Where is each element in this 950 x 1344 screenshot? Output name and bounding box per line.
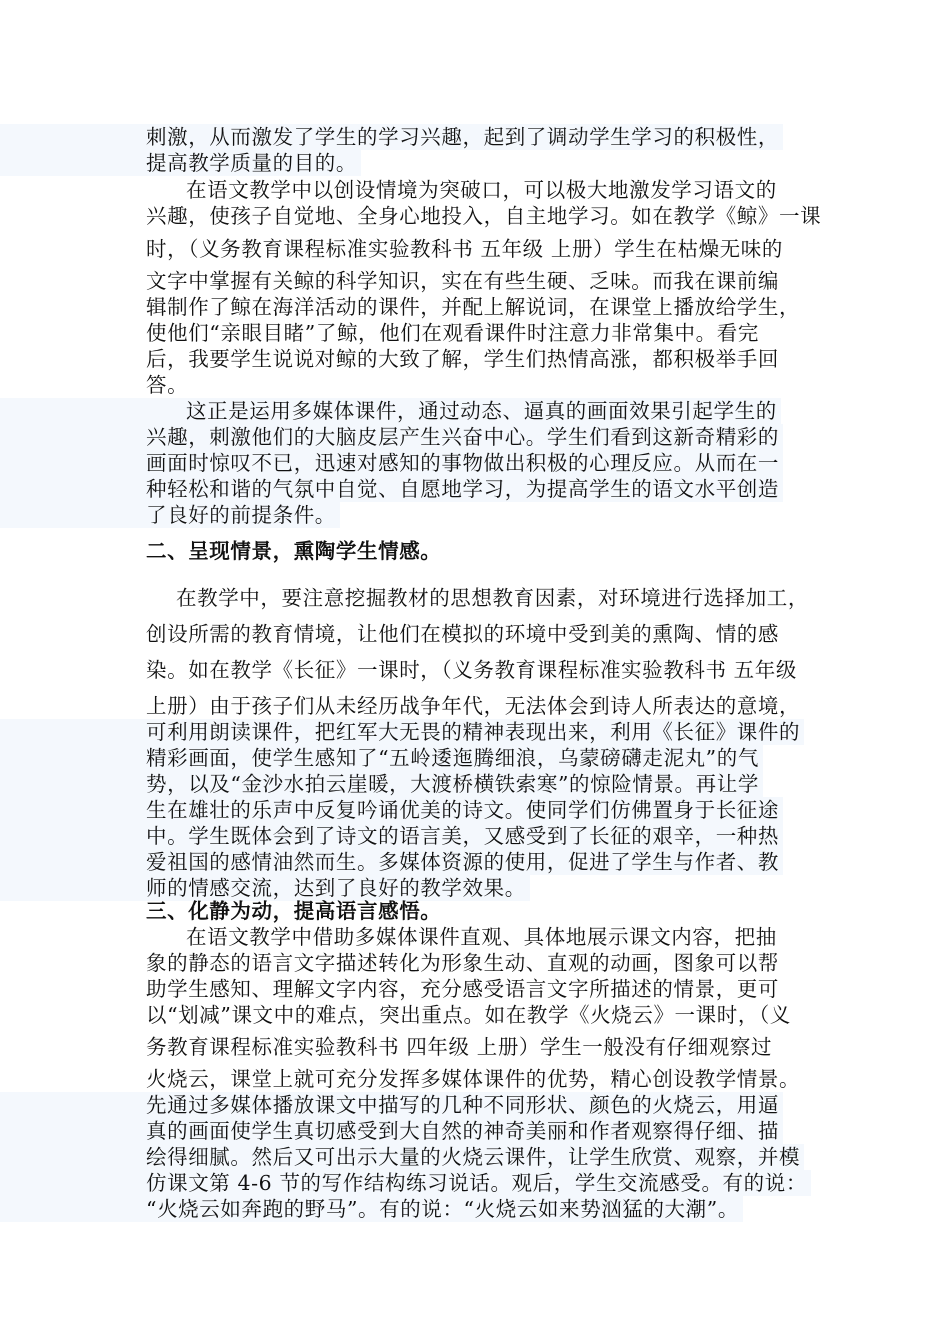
- section-heading: 二、呈现情景，熏陶学生情感。: [146, 539, 442, 563]
- text-line: 在语文教学中以创设情境为突破口，可以极大地激发学习语文的: [186, 178, 777, 202]
- text-line: 师的情感交流，达到了良好的教学效果。: [0, 875, 530, 901]
- text-line: 绘得细腻。然后又可出示大量的火烧云课件，让学生欣赏、观察，并模: [0, 1144, 804, 1170]
- text-line: 务教育课程标准实验教科书 四年级 上册）学生一般没有仔细观察过: [146, 1035, 773, 1059]
- text-line: 中。学生既体会到了诗文的语言美，又感受到了长征的艰辛，一种热: [0, 823, 783, 849]
- text-line: 火烧云，课堂上就可充分发挥多媒体课件的优势，精心创设教学情景。: [146, 1067, 801, 1091]
- text-line: 染。如在教学《长征》一课时，（义务教育课程标准实验教科书 五年级: [146, 658, 797, 682]
- text-line: 精彩画面，使学生感知了“五岭逶迤腾细浪，乌蒙磅礴走泥丸”的气: [0, 745, 763, 771]
- text-line: 真的画面使学生真切感受到大自然的神奇美丽和作者观察得仔细、描: [0, 1118, 783, 1144]
- text-line: 在语文教学中借助多媒体课件直观、具体地展示课文内容，把抽: [186, 925, 777, 949]
- text-line: 答。: [146, 373, 189, 397]
- text-line: 先通过多媒体播放课文中描写的几种不同形状、颜色的火烧云，用逼: [0, 1092, 783, 1118]
- text-line: 仿课文第 4-6 节的写作结构练习说话。观后，学生交流感受。有的说：: [0, 1170, 811, 1196]
- text-line: 势，以及“金沙水拍云崖暖，大渡桥横铁索寒”的惊险情景。再让学: [0, 771, 763, 797]
- text-line: 上册）由于孩子们从未经历战争年代，无法体会到诗人所表达的意境，: [146, 694, 801, 718]
- text-line: 象的静态的语言文字描述转化为形象生动、直观的动画，图象可以帮: [146, 951, 779, 975]
- text-line: 了良好的前提条件。: [0, 502, 340, 528]
- text-line: 爱祖国的感情油然而生。多媒体资源的使用，促进了学生与作者、教: [0, 849, 783, 875]
- text-line: 使他们“亲眼目睹”了鲸，他们在观看课件时注意力非常集中。看完: [146, 321, 759, 345]
- text-line: 在教学中，要注意挖掘教材的思想教育因素，对环境进行选择加工，: [176, 586, 809, 610]
- text-line: 画面时惊叹不已，迅速对感知的事物做出积极的心理反应。从而在一: [0, 450, 783, 476]
- text-line: 文字中掌握有关鲸的科学知识，实在有些生硬、乏味。而我在课前编: [146, 269, 779, 293]
- text-line: 兴趣，使孩子自觉地、全身心地投入，自主地学习。如在教学《鲸》一课: [146, 204, 822, 228]
- text-line: 生在雄壮的乐声中反复吟诵优美的诗文。使同学们仿佛置身于长征途: [0, 797, 783, 823]
- text-line: 刺激，从而激发了学生的学习兴趣，起到了调动学生学习的积极性，: [0, 124, 783, 150]
- text-line: 助学生感知、理解文字内容，充分感受语言文字所描述的情景，更可: [146, 977, 779, 1001]
- text-line: 时，（义务教育课程标准实验教科书 五年级 上册）学生在枯燥无味的: [146, 237, 783, 261]
- text-line: 种轻松和谐的气氛中自觉、自愿地学习，为提高学生的语文水平创造: [0, 476, 783, 502]
- text-line: 后，我要学生说说对鲸的大致了解，学生们热情高涨，都积极举手回: [146, 347, 779, 371]
- text-line: 辑制作了鲸在海洋活动的课件，并配上解说词，在课堂上播放给学生，: [146, 295, 801, 319]
- text-line: 兴趣，刺激他们的大脑皮层产生兴奋中心。学生们看到这新奇精彩的: [0, 424, 783, 450]
- section-heading: 三、化静为动，提高语言感悟。: [146, 899, 442, 923]
- text-line: 可利用朗读课件，把红军大无畏的精神表现出来，利用《长征》课件的: [0, 719, 804, 745]
- text-line: 以“划减”课文中的难点，突出重点。如在教学《火烧云》一课时，（义: [146, 1003, 791, 1027]
- text-line: 创设所需的教育情境，让他们在模拟的环境中受到美的熏陶、情的感: [146, 622, 779, 646]
- text-line: 这正是运用多媒体课件，通过动态、逼真的画面效果引起学生的: [0, 398, 781, 424]
- text-line: 提高教学质量的目的。: [0, 150, 361, 176]
- text-line: “火烧云如奔跑的野马”。有的说：“火烧云如来势汹猛的大潮”。: [0, 1196, 743, 1222]
